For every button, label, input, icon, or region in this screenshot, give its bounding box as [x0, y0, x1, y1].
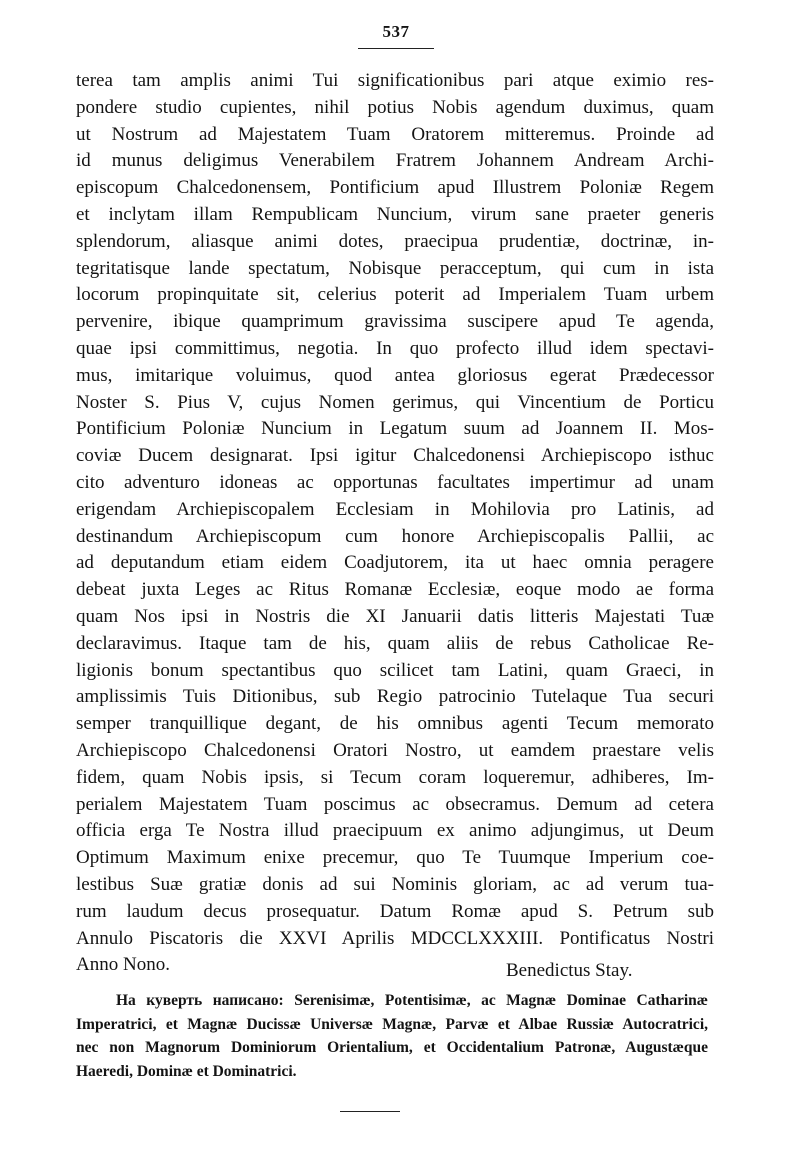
- body-line: fidem, quam Nobis ipsis, si Tecum coram loqueremur, adhiberes, Im-: [76, 766, 714, 788]
- body-line: Optimum Maximum enixe precemur, quo Te Tuumque Imperium coe-: [76, 847, 714, 869]
- body-line: ad deputandum etiam eidem Coadjutorem, ita ut haec omnia peragere: [76, 552, 714, 574]
- body-line: rum laudum decus prosequatur. Datum Romæ apud S. Petrum sub: [76, 900, 714, 922]
- body-line: ut Nostrum ad Majestatem Tuam Oratorem mitteremus. Proinde ad: [76, 123, 714, 145]
- body-line: quae ipsi committimus, negotia. In quo profecto illud idem spectavi-: [76, 337, 714, 359]
- body-line: locorum propinquitate sit, celerius poterit ad Imperialem Tuam urbem: [76, 284, 714, 306]
- footnote: [76, 989, 708, 1083]
- footnote-line: Haeredi, Dominæ et Dominatrici.: [76, 1062, 297, 1080]
- body-line: cito adventuro idoneas ac opportunas facultates impertimur ad unam: [76, 471, 714, 493]
- body-line: et inclytam illam Rempublicam Nuncium, virum sane praeter generis: [76, 203, 714, 225]
- body-line: declaravimus. Itaque tam de his, quam aliis de rebus Catholicae Re-: [76, 632, 714, 654]
- body-line: lestibus Suæ gratiæ donis ad sui Nominis gloriam, ac ad verum tua-: [76, 873, 714, 895]
- body-line: mus, imitarique voluimus, quod antea gloriosus egerat Prædecessor: [76, 364, 714, 386]
- body-line: splendorum, aliasque animi dotes, praecipua prudentiæ, doctrinæ, in-: [76, 230, 714, 252]
- body-line: Pontificium Poloniæ Nuncium in Legatum suum ad Joannem II. Mos-: [76, 418, 714, 440]
- body-line: erigendam Archiepiscopalem Ecclesiam in Mohilovia pro Latinis, ad: [76, 498, 714, 520]
- body-line: perialem Majestatem Tuam poscimus ac obsecramus. Demum ad cetera: [76, 793, 714, 815]
- body-line: debeat juxta Leges ac Ritus Romanæ Ecclesiæ, eoque modo ae forma: [76, 579, 714, 601]
- body-line: episcopum Chalcedonensem, Pontificium apud Illustrem Poloniæ Regem: [76, 177, 714, 199]
- body-line: pondere studio cupientes, nihil potius Nobis agendum duximus, quam: [76, 96, 714, 118]
- body-line: pervenire, ibique quamprimum gravissima suscipere apud Te agenda,: [76, 311, 714, 333]
- body-line: Archiepiscopo Chalcedonensi Oratori Nostro, ut eamdem praestare velis: [76, 739, 714, 761]
- footnote-line: nec non Magnorum Dominiorum Orientalium, et Occidentalium Patronæ, Augustæque: [76, 1039, 708, 1057]
- body-line: Noster S. Pius V, cujus Nomen gerimus, qui Vincentium de Porticu: [76, 391, 714, 413]
- body-line: semper tranquillique degant, de his omnibus agenti Tecum memorato: [76, 713, 714, 735]
- body-line: id munus deligimus Venerabilem Fratrem Johannem Andream Archi-: [76, 150, 714, 172]
- body-line: ligionis bonum spectantibus quo scilicet tam Latini, quam Graeci, in: [76, 659, 714, 681]
- body-line: tegritatisque lande spectatum, Nobisque peracceptum, qui cum in ista: [76, 257, 714, 279]
- body-line: Annulo Piscatoris die XXVI Aprilis MDCCLXXXIII. Pontificatus Nostri: [76, 927, 714, 949]
- footnote-line: Imperatrici, et Magnæ Ducissæ Universæ Magnæ, Parvæ et Albae Russiæ Autocratrici,: [76, 1015, 708, 1033]
- footer-rule: [340, 1111, 400, 1112]
- header-rule: [358, 48, 434, 49]
- body-line: terea tam amplis animi Tui significationibus pari atque eximio res-: [76, 70, 714, 91]
- body-line: Anno Nono.: [76, 954, 170, 976]
- body-line: quam Nos ipsi in Nostris die XI Januarii datis litteris Majestati Tuæ: [76, 605, 714, 627]
- signature: Benedictus Stay.: [506, 960, 633, 981]
- body-line: coviæ Ducem designarat. Ipsi igitur Chalcedonensi Archiepiscopo isthuc: [76, 445, 714, 467]
- body-line: amplissimis Tuis Ditionibus, sub Regio patrocinio Tutelaque Tua securi: [76, 686, 714, 708]
- page-number: 537: [382, 22, 410, 41]
- letter-body: [76, 68, 714, 979]
- body-line: destinandum Archiepiscopum cum honore Archiepiscopalis Pallii, ac: [76, 525, 714, 547]
- footnote-line: На куверть написано: Serenisimæ, Potentisimæ, ac Magnæ Dominae Catharinæ: [116, 992, 708, 1009]
- body-line: officia erga Te Nostra illud praecipuum ex animo adjungimus, ut Deum: [76, 820, 714, 842]
